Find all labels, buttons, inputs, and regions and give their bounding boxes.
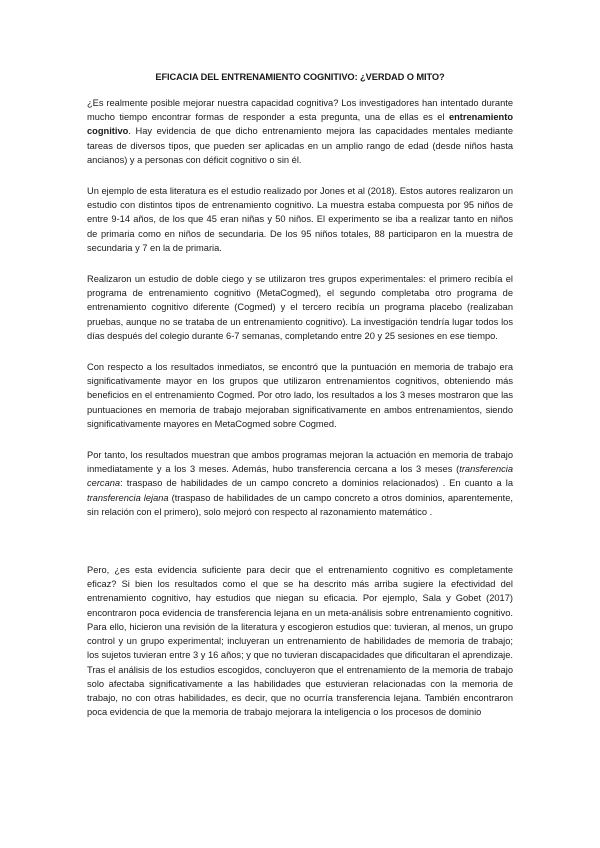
text-run: (traspaso de habilidades de un campo concreto a otros dominios, aparentemente, sin relación con el primero), solo mejoró con respecto al razonamiento matemático . (87, 492, 514, 517)
italic-term: transferencia cercana (87, 464, 513, 489)
paragraph-results: Con respecto a los resultados inmediatos, se encontró que la puntuación en memoria de trabajo era significativamente mayor en los grupos que utilizaron entrenamientos cognitivos, obteniendo más beneficios en el entrenamiento Cogmed. Por otro lado, los resultados a los 3 meses mostraron que las puntuaciones en memoria de trabajo mejoraban significativamente en ambos entrenamientos, siendo significativamente mayores en MetaCogmed sobre Cogmed. (87, 362, 513, 429)
bold-term: entrenamiento cognitivo (87, 112, 513, 137)
paragraph-critique: Pero, ¿es esta evidencia suficiente para decir que el entrenamiento cognitivo es completamente eficaz? Si bien los resultados como el que se ha descrito más arriba sugiere la efectividad del entrenamiento cognitivo, hay estudios que niegan su eficacia. Por ejemplo, Sala y Gobet (2017) encontraron poca evidencia de transferencia lejana en un meta-análisis sobre entrenamiento cognitivo. Para ello, hicieron una revisión de la literatura y escogieron estudios que: tuvieran, al menos, un grupo control y un grupo experimental; incluyeran un entrenamiento de habilidades de memoria de trabajo; los sujetos tuvieran entre 3 y 16 años; y que no tuvieran discapacidades que dificultaran el aprendizaje. Tras el análisis de los estudios escogidos, concluyeron que el entrenamiento de la memoria de trabajo solo afectaba significativamente a las habilidades que estuvieran relacionadas con la memoria de trabajo, no con otras habilidades, es decir, que no ocurría transferencia lejana. También encontraron poca evidencia de que la memoria de trabajo mejorara la inteligencia o los procesos de dominio (87, 565, 513, 718)
document-title: EFICACIA DEL ENTRENAMIENTO COGNITIVO: ¿VERDAD O MITO? (155, 72, 445, 82)
text-run: ¿Es realmente posible mejorar nuestra capacidad cognitiva? Los investigadores han intentado durante mucho tiempo encontrar formas de responder a esta pregunta, una de ellas es el (87, 98, 513, 123)
paragraph-intro (87, 96, 513, 167)
paragraph-method: Realizaron un estudio de doble ciego y se utilizaron tres grupos experimentales: el primero recibía el programa de entrenamiento cognitivo (MetaCogmed), el segundo completaba otro programa de entrenamiento cognitivo diferente (Cogmed) y el tercero recibía un programa placebo (realizaban pruebas, aunque no se trataba de un entrenamiento cognitivo). La investigación tendría lugar todos los días después del colegio durante 6-7 semanas, completando entre 20 y 25 sesiones en ese tiempo. (87, 274, 513, 341)
text-run: Por tanto, los resultados muestran que ambos programas mejoran la actuación en memoria de trabajo inmediatamente y a los 3 meses. Además, hubo transferencia cercana a los 3 meses ( (87, 450, 513, 475)
italic-term: transferencia lejana (87, 492, 169, 503)
text-run: : traspaso de habilidades de un campo concreto a dominios relacionados) . En cuanto a la (120, 478, 513, 489)
paragraph-example: Un ejemplo de esta literatura es el estudio realizado por Jones et al (2018). Estos autores realizaron un estudio con distintos tipos de entrenamiento cognitivo. La muestra estaba compuesta por 95 niños de entre 9-14 años, de los que 45 eran niñas y 50 niños. El experimento se iba a realizar tanto en niños de primaria como en niños de secundaria. De los 95 niños totales, 88 participaron en la muestra de secundaria y 7 en la de primaria. (87, 186, 513, 253)
paragraph-transfer (87, 448, 513, 519)
text-run: . Hay evidencia de que dicho entrenamiento mejora las capacidades mentales mediante tareas de diversos tipos, que pueden ser aplicadas en un amplio rango de edad (desde niños hasta ancianos) y a personas con déficit cognitivo o sin él. (87, 126, 513, 165)
